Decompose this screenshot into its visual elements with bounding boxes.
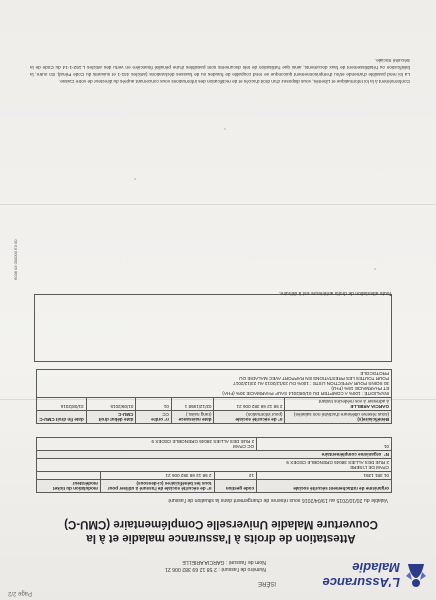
header-start: date début droit CMU-C	[86, 411, 136, 424]
beneficiary-sub: à adresser à vos médecins traitant	[318, 399, 389, 404]
table-header-row	[37, 480, 392, 493]
complementary-code: 01	[257, 438, 392, 451]
organisme-code: 01 381 1391	[257, 472, 392, 480]
header-birth-label: date naissance	[178, 417, 212, 422]
header-modulation: modulation du ticket modérateur	[37, 480, 101, 493]
logo-text-line1: L'Assurance	[322, 575, 400, 590]
header-end: date fin droit CMU-C	[37, 411, 87, 424]
fold-line	[0, 204, 436, 205]
title-line1: Attestation de droits à l'assurance maladie et à la	[86, 532, 356, 544]
beneficiary-name: GARCIA ARIELLE	[350, 404, 389, 409]
beneficiary-name-cell	[285, 398, 392, 411]
table-row	[37, 398, 392, 411]
logo-text-line2: Maladie	[352, 560, 400, 575]
assurance-maladie-logo	[308, 552, 428, 592]
organisme-address: 2 RUE DES ALLIES 38045 GRENOBLE CEDEX 9	[286, 460, 389, 465]
header-secu-number: n° de sécurité sociale de l'assuré à utiliser pour tous les bénéficiaires (ci-dessous)	[100, 480, 214, 493]
beneficiary-rank: 1	[184, 404, 188, 409]
beneficiary-birth: 03/12/1958	[188, 404, 212, 409]
beneficiaries-header-row	[37, 411, 392, 424]
header-ben-number-label: n° de sécurité sociale	[235, 417, 283, 422]
beneficiary-note: ET PHARMACIE 15% (FHJ)	[331, 386, 389, 391]
header-beneficiaire-label: Bénéficiaire(s)	[357, 417, 389, 422]
beneficiary-note: 30 SOINS POUR AFFECTION LISTE : 100% DU 23/12/2013 AU 23/12/2017	[233, 381, 389, 386]
end-note: Toute attestation de droits antérieure est à détruire.	[278, 290, 392, 296]
document-title	[36, 517, 406, 545]
header-order-sub: CC	[162, 412, 169, 417]
header-ben-number-sub: (pour information)	[246, 412, 283, 417]
section-no: N°	[383, 452, 389, 457]
assurance-maladie-symbol-icon	[404, 562, 428, 590]
insured-identity	[165, 558, 266, 572]
rights-table	[36, 437, 392, 493]
table-row	[37, 438, 392, 451]
department: ISÈRE	[257, 580, 276, 586]
table-row	[37, 370, 392, 398]
beneficiaries-table	[36, 369, 392, 424]
scan-speck	[134, 178, 136, 180]
beneficiary-start: 01/09/2015	[86, 398, 136, 411]
table-row	[37, 459, 392, 472]
page-number: Page 2/2	[8, 590, 33, 596]
beneficiary-notes	[37, 370, 392, 398]
beneficiary-note: PROTOCOLE	[360, 371, 389, 376]
section-label: organisme complémentaire	[321, 452, 382, 457]
header-birth	[171, 411, 214, 424]
scan-speck	[374, 268, 376, 270]
complementary-org-address: 2 RUE DES ALLIES 38045 GRENOBLE CEDEX 9	[151, 439, 255, 444]
secu-number: 2 58 12 69 382 006 21	[100, 472, 214, 480]
section-header	[37, 451, 392, 459]
header-ben-number	[214, 411, 285, 424]
header-order-label: n° ordre	[151, 417, 169, 422]
beneficiary-note: POUR TOUTES LES PRESTATIONS EN RAPPORT AVEC MALADIE OU	[239, 376, 389, 381]
footer-paragraph: Conformément à la loi Informatique et Libertés, vous disposez d'un droit d'accès et de rectification des informations vous concernant auprès du directeur de votre Caisse.	[58, 79, 410, 84]
header-code-gestion: code gestion	[214, 480, 257, 493]
table-row	[37, 451, 392, 459]
header-order	[136, 411, 172, 424]
beneficiary-end: 31/08/2016	[37, 398, 87, 411]
beneficiary-number: 2 58 12 69 382 006 21	[214, 398, 285, 411]
organisme-name: CPAM DE L'ISERE	[349, 465, 389, 470]
table-row	[37, 472, 392, 480]
vertical-reference-code: 6038 03 000000 E3 00	[13, 239, 18, 280]
insured-name: Nom de l'assuré : GARCIA ARIELLE	[182, 559, 266, 565]
footer-paragraph: La loi rend passible d'amende et/ou d'emprisonnement quiconque se rend coupable de fraudes ou de fausses déclarations (articles 441-1 et suivants du Code Pénal). En outre, la falsification ou l'établissement de faux documents, ainsi que l'utilisation de tels documents sont passibles d'une pénalité financière en vertu des articles L.162-1-14 du Code de la Sécurité Sociale.	[30, 58, 410, 77]
beneficiary-birth-cell	[171, 398, 214, 411]
complementary-org-name: OC CPAM	[233, 444, 255, 449]
organisme-address-cell	[37, 459, 392, 472]
code-gestion: 12	[214, 472, 257, 480]
legal-footer	[30, 57, 410, 85]
modulation-value	[37, 472, 101, 480]
header-beneficiaire	[285, 411, 392, 424]
empty-frame	[34, 294, 392, 362]
complementary-org-cell	[37, 438, 257, 451]
header-beneficiaire-sub: (sous réserve ultérieure d'activité non salariée)	[293, 412, 389, 417]
validity-line: Valable du 20/10/2015 au 19/04/2016 sous réserve de changement dans la situation de l'assuré	[168, 497, 388, 503]
header-birth-sub: (rang naiss.)	[185, 412, 212, 417]
beneficiary-order: 01	[136, 398, 172, 411]
insured-number: Numéro de l'assuré : 2 58 12 69 382 006 21	[164, 566, 266, 572]
beneficiary-note: INVALIDITÉ : 100% A COMPTER DU 01/08/2014 SAUF PHARMACIE 30% (FHA)	[222, 391, 389, 396]
title-line2: Couverture Maladie Universelle Complémentaire (CMU-C)	[64, 518, 378, 530]
scan-speck	[224, 128, 226, 130]
header-organisme: organisme de rattachement sécurité sociale	[257, 480, 392, 493]
